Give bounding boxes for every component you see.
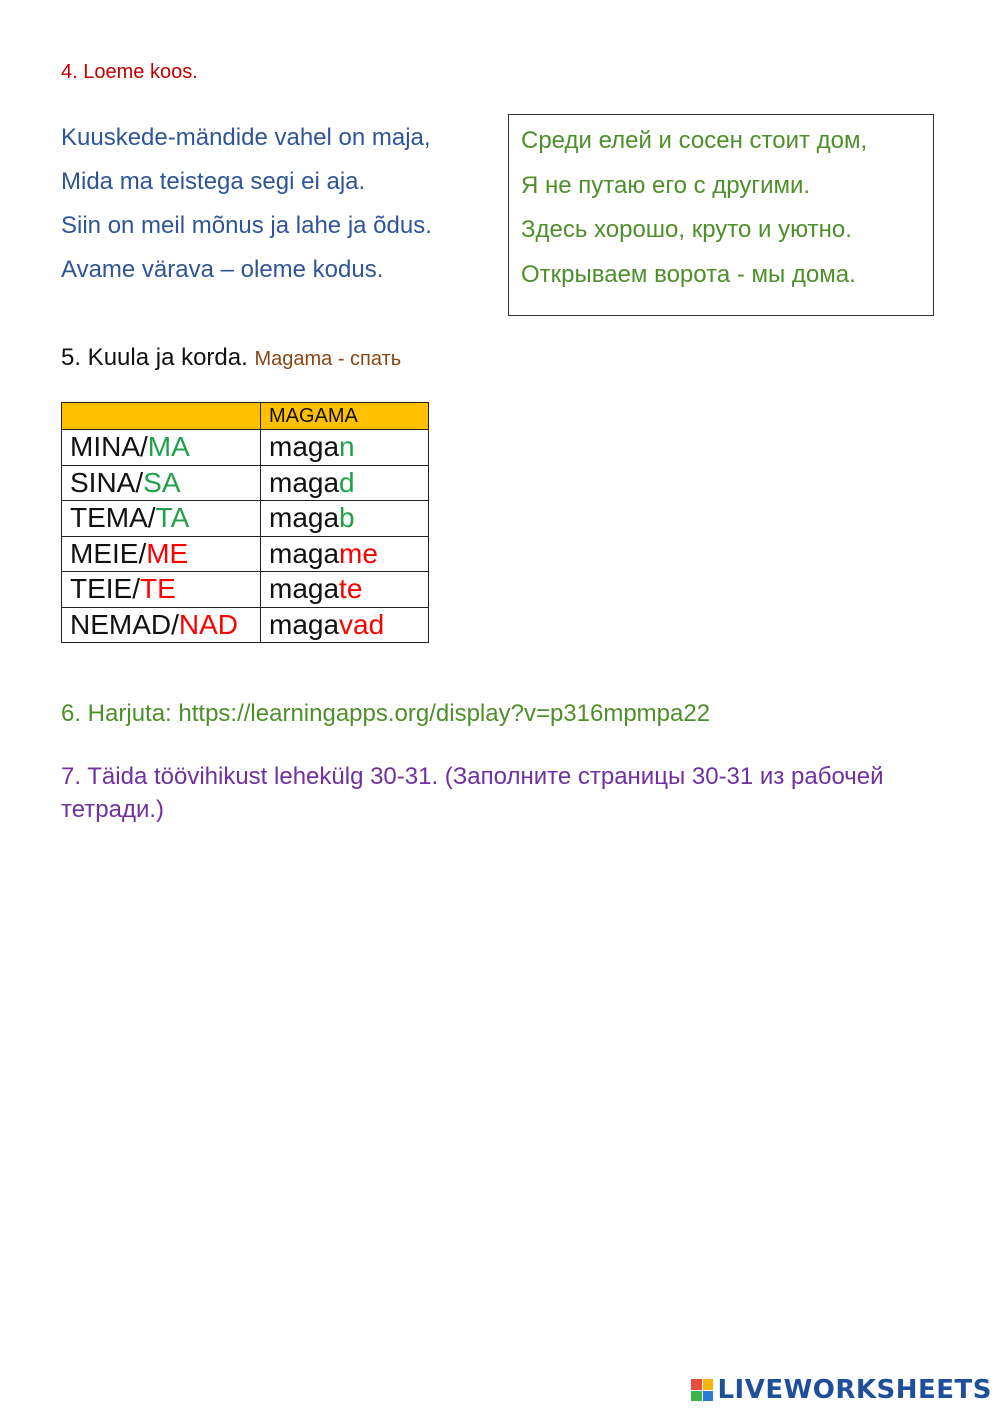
pronoun-full: TEMA/ bbox=[70, 502, 156, 534]
verb-ending: d bbox=[339, 466, 355, 498]
section-5-heading: 5. Kuula ja korda. bbox=[61, 344, 248, 371]
poem-ru-line: Здесь хорошо, круто и уютно. bbox=[521, 216, 852, 243]
poem-ru-line: Среди елей и сосен стоит дом, bbox=[521, 127, 868, 154]
table-row bbox=[62, 501, 429, 537]
pronoun-full: MINA/ bbox=[70, 431, 148, 463]
poem-russian-box bbox=[508, 114, 934, 316]
liveworksheets-logo bbox=[691, 1375, 992, 1405]
verb-stem: maga bbox=[269, 431, 340, 463]
pronoun-full: MEIE/ bbox=[70, 537, 147, 569]
poem-et-line: Kuuskede-mändide vahel on maja, bbox=[61, 124, 431, 151]
verb-ending: te bbox=[339, 573, 363, 605]
table-header-cell: MAGAMA bbox=[261, 403, 429, 430]
table-header-row bbox=[62, 403, 429, 430]
poem-et-line: Mida ma teistega segi ei aja. bbox=[61, 168, 366, 195]
table-header-cell bbox=[62, 403, 261, 430]
pronoun-cell bbox=[62, 501, 261, 537]
poem-et-line: Siin on meil mõnus ja lahe ja õdus. bbox=[61, 212, 432, 239]
table-row bbox=[62, 465, 429, 501]
verb-ending: vad bbox=[339, 608, 385, 640]
pronoun-short: NAD bbox=[178, 608, 239, 640]
table-row bbox=[62, 607, 429, 643]
pronoun-full: SINA/ bbox=[70, 466, 144, 498]
poem-et-line: Avame värava – oleme kodus. bbox=[61, 256, 384, 283]
section-7-instructions: 7. Täida töövihikust lehekülg 30-31. (Заполните страницы 30-31 из рабочей тетради.) bbox=[61, 763, 884, 823]
verb-stem: maga bbox=[269, 573, 340, 605]
verb-cell bbox=[261, 607, 429, 643]
logo-text: LIVEWORKSHEETS bbox=[717, 1375, 992, 1405]
poem-ru-line: Я не путаю его с другими. bbox=[521, 171, 811, 199]
pronoun-cell bbox=[62, 430, 261, 466]
section-6-exercise-link[interactable]: 6. Harjuta: https://learningapps.org/display?v=p316mpmpa22 bbox=[61, 700, 711, 727]
pronoun-short: SA bbox=[143, 466, 181, 498]
verb-cell bbox=[261, 501, 429, 537]
pronoun-short: TA bbox=[155, 502, 190, 534]
section-5-title bbox=[61, 344, 401, 372]
pronoun-short: MA bbox=[147, 431, 190, 463]
table-row bbox=[62, 536, 429, 572]
poem-russian bbox=[521, 119, 933, 297]
poem-ru-line: Открываем ворота - мы дома. bbox=[521, 260, 856, 288]
table-row bbox=[62, 430, 429, 466]
conjugation-table bbox=[61, 402, 429, 643]
section-5-subtitle: Magama - спать bbox=[254, 348, 402, 370]
pronoun-full: NEMAD/ bbox=[70, 608, 179, 640]
verb-ending: me bbox=[339, 537, 378, 569]
pronoun-cell bbox=[62, 465, 261, 501]
verb-ending: b bbox=[339, 502, 355, 534]
verb-cell bbox=[261, 430, 429, 466]
verb-stem: maga bbox=[269, 537, 340, 569]
pronoun-full: TEIE/ bbox=[70, 573, 141, 605]
pronoun-cell bbox=[62, 572, 261, 608]
pronoun-cell bbox=[62, 536, 261, 572]
verb-cell bbox=[261, 572, 429, 608]
poem-estonian bbox=[61, 116, 432, 292]
table-row bbox=[62, 572, 429, 608]
verb-stem: maga bbox=[269, 466, 340, 498]
verb-cell bbox=[261, 536, 429, 572]
verb-stem: maga bbox=[269, 608, 340, 640]
pronoun-cell bbox=[62, 607, 261, 643]
verb-ending: n bbox=[339, 431, 355, 463]
section-4-title: 4. Loeme koos. bbox=[61, 61, 198, 83]
pronoun-short: TE bbox=[140, 573, 176, 605]
verb-stem: maga bbox=[269, 502, 340, 534]
logo-icon bbox=[691, 1379, 713, 1401]
verb-cell bbox=[261, 465, 429, 501]
pronoun-short: ME bbox=[146, 537, 189, 569]
